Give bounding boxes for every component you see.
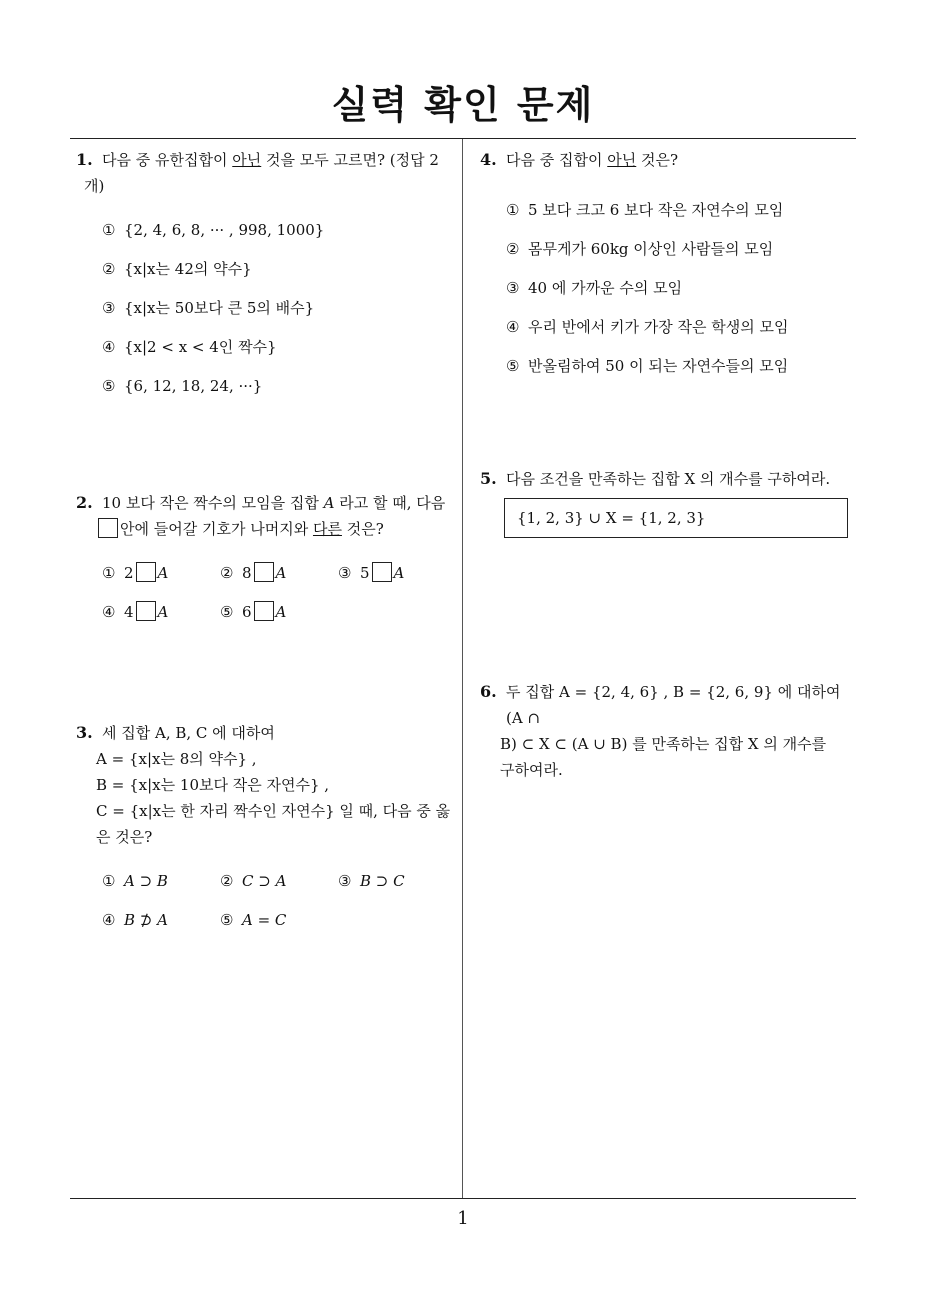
set-definition-b: B = {x|x는 10보다 작은 자연수} , bbox=[96, 776, 330, 794]
blank-box bbox=[372, 562, 392, 582]
question-text: 다음 중 집합이 아닌 것은? bbox=[506, 151, 679, 169]
question-6 bbox=[480, 679, 860, 783]
page-number: 1 bbox=[457, 1208, 469, 1229]
question-text-continued: 은 것은? bbox=[96, 828, 153, 846]
choice-2[interactable]: ② C ⊃ A bbox=[220, 872, 287, 890]
question-text: 두 집합 A = {2, 4, 6} , B = {2, 6, 9} 에 대하여 (A ∩ bbox=[506, 683, 841, 727]
underlined-word: 다른 bbox=[312, 520, 342, 538]
choice-1[interactable]: ① {2, 4, 6, 8, ··· , 998, 1000} bbox=[102, 221, 325, 239]
question-2 bbox=[76, 490, 458, 625]
question-4 bbox=[480, 147, 860, 392]
choice-5[interactable]: ⑤ 반올림하여 50 이 되는 자연수들의 모임 bbox=[506, 357, 789, 375]
choice-4[interactable]: ④ 4 A bbox=[102, 603, 169, 621]
question-number: 1. bbox=[76, 150, 93, 169]
choice-4[interactable]: ④ 우리 반에서 키가 가장 작은 학생의 모임 bbox=[506, 318, 789, 336]
question-number: 3. bbox=[76, 723, 93, 742]
choice-1[interactable]: ① A ⊃ B bbox=[102, 872, 168, 890]
blank-box bbox=[98, 518, 118, 538]
question-text-continued: 안에 들어갈 기호가 나머지와 다른 것은? bbox=[96, 516, 458, 542]
choice-grid bbox=[102, 560, 458, 625]
choice-2[interactable]: ② {x|x는 42의 약수} bbox=[102, 260, 252, 278]
set-definition-a: A = {x|x는 8의 약수} , bbox=[96, 750, 257, 768]
blank-box bbox=[136, 601, 156, 621]
question-number: 6. bbox=[480, 682, 497, 701]
question-1 bbox=[76, 147, 458, 412]
question-text: 다음 중 유한집합이 아닌 것을 모두 고르면? (정답 2 bbox=[102, 151, 439, 169]
choice-3[interactable]: ③ 5 A bbox=[338, 564, 405, 582]
choice-1[interactable]: ① 2 A bbox=[102, 564, 169, 582]
choice-2[interactable]: ② 8 A bbox=[220, 564, 287, 582]
question-number: 4. bbox=[480, 150, 497, 169]
question-3 bbox=[76, 720, 458, 933]
question-text: 10 보다 작은 짝수의 모임을 집합 A 라고 할 때, 다음 bbox=[102, 494, 446, 512]
choice-3[interactable]: ③ 40 에 가까운 수의 모임 bbox=[506, 279, 683, 297]
choice-grid bbox=[102, 868, 458, 933]
choice-4[interactable]: ④ {x|2 < x < 4인 짝수} bbox=[102, 338, 277, 356]
set-definitions bbox=[96, 746, 458, 850]
question-text: 다음 조건을 만족하는 집합 X 의 개수를 구하여라. bbox=[506, 470, 831, 488]
choice-list bbox=[102, 217, 458, 399]
question-text: 세 집합 A, B, C 에 대하여 bbox=[102, 724, 275, 742]
question-number: 2. bbox=[76, 493, 93, 512]
blank-box bbox=[136, 562, 156, 582]
question-number: 5. bbox=[480, 469, 497, 488]
choice-list bbox=[506, 197, 860, 379]
top-rule bbox=[70, 138, 856, 139]
choice-5[interactable]: ⑤ A = C bbox=[220, 911, 287, 929]
set-definition-c: C = {x|x는 한 자리 짝수인 자연수} 일 때, 다음 중 옳 bbox=[96, 802, 451, 820]
choice-1[interactable]: ① 5 보다 크고 6 보다 작은 자연수의 모임 bbox=[506, 201, 784, 219]
choice-5[interactable]: ⑤ {6, 12, 18, 24, ···} bbox=[102, 377, 263, 395]
blank-box bbox=[254, 601, 274, 621]
choice-5[interactable]: ⑤ 6 A bbox=[220, 603, 287, 621]
choice-3[interactable]: ③ B ⊃ C bbox=[338, 872, 405, 890]
question-5 bbox=[480, 466, 860, 538]
underlined-word: 아닌 bbox=[607, 151, 637, 169]
choice-2[interactable]: ② 몸무게가 60kg 이상인 사람들의 모임 bbox=[506, 240, 774, 258]
condition-box: {1, 2, 3} ∪ X = {1, 2, 3} bbox=[504, 498, 848, 538]
column-divider bbox=[462, 139, 463, 1199]
underlined-word: 아닌 bbox=[232, 151, 262, 169]
question-text-continued: 개) bbox=[84, 177, 105, 195]
choice-4[interactable]: ④ B ⊅ A bbox=[102, 911, 168, 929]
choice-3[interactable]: ③ {x|x는 50보다 큰 5의 배수} bbox=[102, 299, 315, 317]
bottom-rule bbox=[70, 1198, 856, 1199]
page-title: 실력 확인 문제 bbox=[331, 83, 595, 127]
question-text-continued: B) ⊂ X ⊂ (A ∪ B) 를 만족하는 집합 X 의 개수를 bbox=[500, 735, 827, 753]
question-text-continued: 구하여라. bbox=[500, 761, 563, 779]
blank-box bbox=[254, 562, 274, 582]
